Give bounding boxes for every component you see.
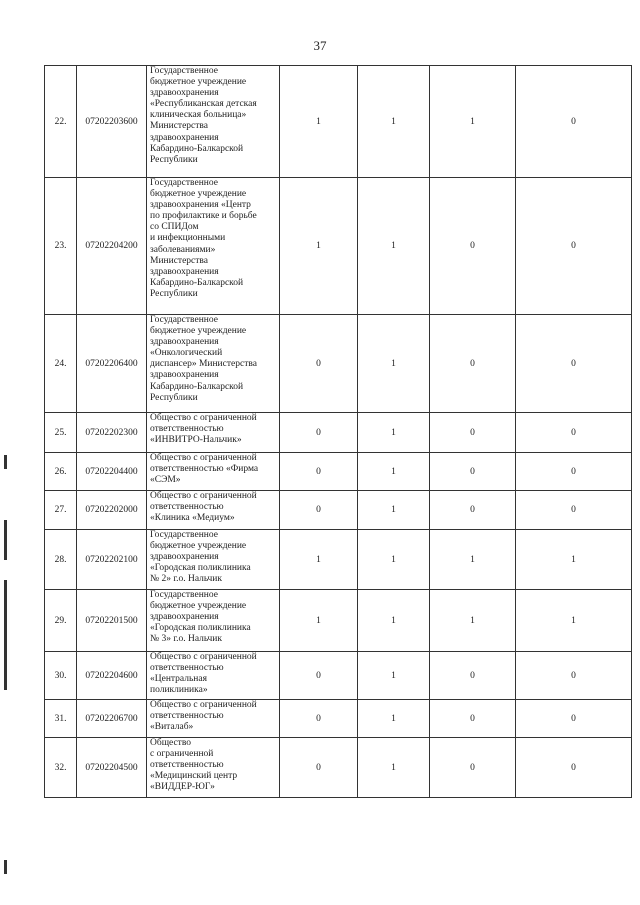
table-row: [45, 453, 632, 491]
value-col-1: 1: [280, 178, 358, 315]
org-name: Общество с ограниченной ответственностью «Медицинский центр «ВИДДЕР-ЮГ»: [147, 738, 280, 798]
value-col-1: 0: [280, 700, 358, 738]
org-code: 07202204200: [77, 178, 147, 315]
value-col-3: 1: [430, 66, 516, 178]
table-row: [45, 652, 632, 700]
value-col-1: 0: [280, 738, 358, 798]
value-col-4: 0: [516, 453, 632, 491]
value-col-1: 0: [280, 652, 358, 700]
org-name: Государственное бюджетное учреждение здравоохранения «Центр по профилактике и борьбе со СПИДом и инфекционными заболеваниями» Министерства здравоохранения Кабардино-Балкарской Республики: [147, 178, 280, 315]
value-col-3: 0: [430, 413, 516, 453]
value-col-2: 1: [358, 413, 430, 453]
org-code: 07202206400: [77, 315, 147, 413]
value-col-2: 1: [358, 315, 430, 413]
table-row: [45, 66, 632, 178]
value-col-4: 1: [516, 530, 632, 590]
value-col-3: 0: [430, 652, 516, 700]
value-col-3: 0: [430, 453, 516, 491]
value-col-2: 1: [358, 530, 430, 590]
table-row: [45, 738, 632, 798]
value-col-2: 1: [358, 652, 430, 700]
scan-edge-marks: [0, 0, 14, 905]
value-col-1: 0: [280, 491, 358, 530]
value-col-2: 1: [358, 66, 430, 178]
org-code: 07202204500: [77, 738, 147, 798]
value-col-4: 0: [516, 491, 632, 530]
row-number: 26.: [45, 453, 77, 491]
value-col-4: 0: [516, 652, 632, 700]
row-number: 28.: [45, 530, 77, 590]
table-row: [45, 491, 632, 530]
org-code: 07202206700: [77, 700, 147, 738]
org-name: Общество с ограниченной ответственностью «Фирма «СЭМ»: [147, 453, 280, 491]
org-name: Государственное бюджетное учреждение здравоохранения «Онкологический диспансер» Министерства здравоохранения Кабардино-Балкарской Республики: [147, 315, 280, 413]
table-row: [45, 178, 632, 315]
value-col-3: 0: [430, 491, 516, 530]
value-col-4: 0: [516, 66, 632, 178]
value-col-2: 1: [358, 491, 430, 530]
table-body: [45, 66, 632, 798]
org-code: 07202204400: [77, 453, 147, 491]
value-col-4: 0: [516, 315, 632, 413]
value-col-4: 0: [516, 738, 632, 798]
row-number: 23.: [45, 178, 77, 315]
row-number: 32.: [45, 738, 77, 798]
org-code: 07202202100: [77, 530, 147, 590]
value-col-1: 0: [280, 315, 358, 413]
org-name: Общество с ограниченной ответственностью «Виталаб»: [147, 700, 280, 738]
value-col-2: 1: [358, 178, 430, 315]
value-col-3: 1: [430, 530, 516, 590]
value-col-4: 0: [516, 178, 632, 315]
table-row: [45, 315, 632, 413]
value-col-1: 0: [280, 453, 358, 491]
org-code: 07202201500: [77, 590, 147, 652]
row-number: 27.: [45, 491, 77, 530]
table-row: [45, 413, 632, 453]
value-col-4: 1: [516, 590, 632, 652]
value-col-4: 0: [516, 700, 632, 738]
value-col-3: 0: [430, 738, 516, 798]
value-col-1: 0: [280, 413, 358, 453]
value-col-3: 0: [430, 178, 516, 315]
org-name: Государственное бюджетное учреждение здравоохранения «Городская поликлиника № 2» г.о. Нальчик: [147, 530, 280, 590]
table-row: [45, 700, 632, 738]
value-col-2: 1: [358, 590, 430, 652]
value-col-4: 0: [516, 413, 632, 453]
table-row: [45, 530, 632, 590]
org-name: Общество с ограниченной ответственностью «Клиника «Медиум»: [147, 491, 280, 530]
value-col-1: 1: [280, 530, 358, 590]
value-col-1: 1: [280, 66, 358, 178]
org-name: Государственное бюджетное учреждение здравоохранения «Республиканская детская клиническая больница» Министерства здравоохранения Кабардино-Балкарской Республики: [147, 66, 280, 178]
org-code: 07202204600: [77, 652, 147, 700]
row-number: 31.: [45, 700, 77, 738]
org-name: Государственное бюджетное учреждение здравоохранения «Городская поликлиника № 3» г.о. Нальчик: [147, 590, 280, 652]
value-col-3: 0: [430, 700, 516, 738]
row-number: 30.: [45, 652, 77, 700]
org-name: Общество с ограниченной ответственностью «Центральная поликлиника»: [147, 652, 280, 700]
row-number: 22.: [45, 66, 77, 178]
page-number: 37: [313, 38, 327, 53]
registry-table: [44, 65, 632, 798]
org-code: 07202202300: [77, 413, 147, 453]
table-row: [45, 590, 632, 652]
value-col-1: 1: [280, 590, 358, 652]
row-number: 24.: [45, 315, 77, 413]
row-number: 25.: [45, 413, 77, 453]
value-col-2: 1: [358, 453, 430, 491]
value-col-2: 1: [358, 738, 430, 798]
value-col-3: 1: [430, 590, 516, 652]
value-col-3: 0: [430, 315, 516, 413]
org-name: Общество с ограниченной ответственностью «ИНВИТРО-Нальчик»: [147, 413, 280, 453]
org-code: 07202203600: [77, 66, 147, 178]
value-col-2: 1: [358, 700, 430, 738]
row-number: 29.: [45, 590, 77, 652]
org-code: 07202202000: [77, 491, 147, 530]
